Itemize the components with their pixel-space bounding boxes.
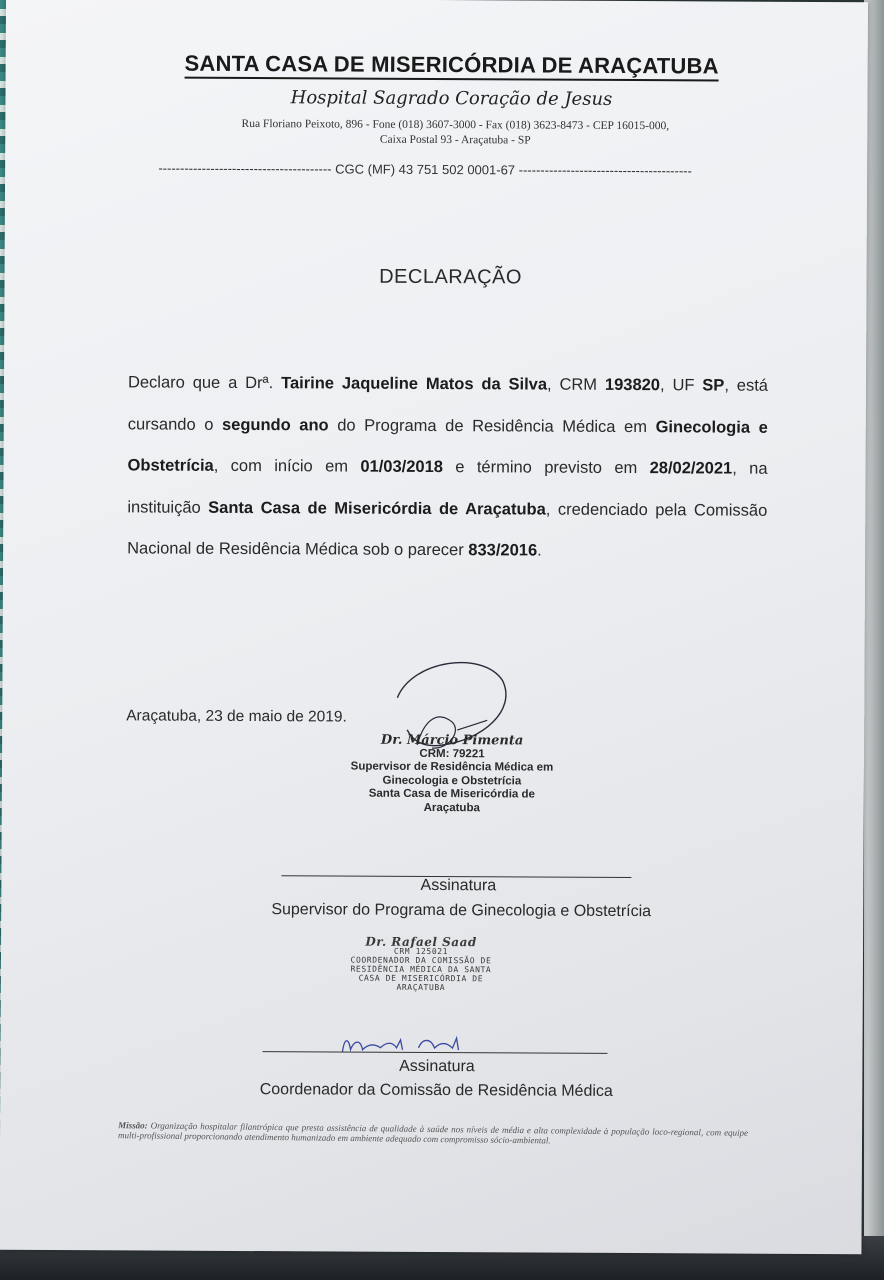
supervisor-stamp bbox=[302, 733, 602, 816]
coordinator-name: Dr. Rafael Saad bbox=[365, 934, 477, 950]
residency-year: segundo ano bbox=[221, 415, 329, 434]
address bbox=[155, 117, 755, 150]
resident-name: Tairine Jaqueline Matos da Silva bbox=[281, 374, 548, 394]
start-date: 01/03/2018 bbox=[360, 457, 444, 477]
declaration-body: Declaro que a Drª. Tairine Jaqueline Matos da Silva, CRM 193820, UF SP, está cursando o segundo ano do Programa de Residência Médica em Ginecologia e Obstetrícia, com início em 01/03/2018 e término previsto em 28/02/2021, na instituição Santa Casa de Misericórdia de Araçatuba, credenciado pela Comissão Nacional de Residência Médica sob o parecer 833/2016. bbox=[127, 373, 769, 560]
uf: SP bbox=[702, 376, 725, 395]
parecer-number: 833/2016 bbox=[468, 541, 538, 560]
supervisor-line3: Santa Casa de Misericórdia de bbox=[368, 787, 535, 801]
address-line2: Caixa Postal 93 - Araçatuba - SP bbox=[379, 133, 531, 147]
mission-footer bbox=[118, 1120, 748, 1148]
coordinator-crm: CRM 125021 bbox=[393, 946, 449, 957]
supervisor-line4: Araçatuba bbox=[423, 801, 480, 814]
institution-name: Santa Casa de Misericórdia de Araçatuba bbox=[208, 498, 546, 519]
document-title: DECLARAÇÃO bbox=[379, 265, 523, 289]
signature-label-coordinator: Assinatura bbox=[399, 1057, 475, 1076]
address-line1: Rua Floriano Peixoto, 896 - Fone (018) 3607-3000 - Fax (018) 3623-8473 - CEP 16015-000, bbox=[241, 117, 670, 133]
coordinator-line3: CASA DE MISERICÓRDIA DE bbox=[358, 973, 484, 984]
signature-label-supervisor: Assinatura bbox=[420, 876, 497, 895]
cgc-line: ---------------------------------------- CGC (MF) 43 751 502 0001-67 ---------------------------------------- bbox=[158, 160, 692, 179]
coordinator-line1: COORDENADOR DA COMISSÃO DE bbox=[350, 955, 492, 966]
coordinator-signature bbox=[330, 1029, 470, 1058]
supervisor-line2: Ginecologia e Obstetrícia bbox=[382, 774, 522, 787]
mission-label: Missão: bbox=[118, 1120, 148, 1131]
coordinator-line2: RESIDÊNCIA MÉDICA DA SANTA bbox=[350, 964, 492, 975]
coordinator-stamp bbox=[301, 934, 541, 993]
specialty: Ginecologia e Obstetrícia bbox=[127, 417, 768, 475]
supervisor-name: Dr. Márcio Pimenta bbox=[380, 732, 524, 749]
supervisor-line1: Supervisor de Residência Médica em bbox=[350, 760, 554, 774]
signature-role-coordinator: Coordenador da Comissão de Residência Médica bbox=[259, 1081, 613, 1100]
institution-title: SANTA CASA DE MISERICÓRDIA DE ARAÇATUBA bbox=[6, 50, 884, 81]
coordinator-line4: ARAÇATUBA bbox=[396, 982, 446, 993]
end-date: 28/02/2021 bbox=[649, 459, 733, 478]
hospital-name: Hospital Sagrado Coração de Jesus bbox=[290, 87, 613, 110]
date-line: Araçatuba, 23 de maio de 2019. bbox=[126, 707, 347, 726]
signature-role-supervisor: Supervisor do Programa de Ginecologia e Obstetrícia bbox=[271, 901, 652, 921]
mission-text: Organização hospitalar filantrópica que presta assistência de qualidade à saúde nos níveis de média e alta complexidade à população loco-regional, com equipe multi-profissional proporcionando atendimento humanizado em ambiente adequado com compromisso sócio-ambiental. bbox=[117, 1120, 749, 1146]
crm-number: 193820 bbox=[604, 375, 661, 395]
supervisor-crm: CRM: 79221 bbox=[419, 747, 485, 760]
